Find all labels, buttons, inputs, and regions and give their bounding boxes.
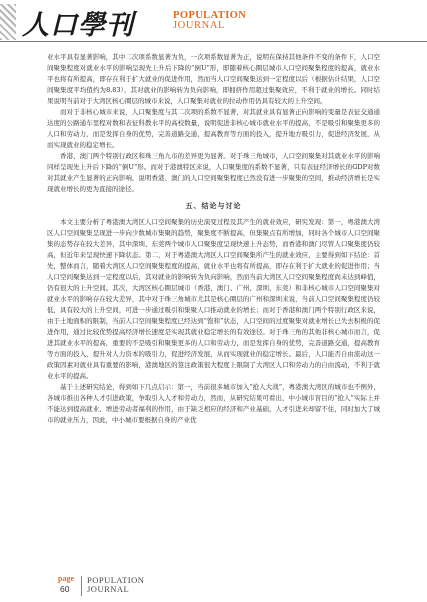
journal-title-cn: 人口學刊 xyxy=(22,10,134,41)
paragraph-1: 业水平具有显著影响，其中二次项系数显著为负，一次项系数显著为正，说明在保持其他条件不变的条件下，人口空间聚集程度对就业水平的影响呈现先上升后下降的“倒U”形，即随着核心圈层城市人口空间聚集程度的提高，就业水平也将有所提高，即存在利于扩大就业的促进作用，然而当人口空间聚集达到一定程度以后（根据估计结果，人口空间聚集度平均值约为8.83），其对就业的影响转为负向影响，即拥挤作用超过集聚效应，不利于就业的增长。同时结果说明当前对于大湾区核心圈层的城市来说，人口聚集对就业的拉动作用仍具有较大的上升空间。 xyxy=(47,53,380,106)
paragraph-5: 基于上述研究结论，得到如下几点启示：第一，当前很多城市加入“抢人大战”，粤港澳大湾区的城市也不例外，各城市推出各种人才引进政策，争取引入人才和劳动力，然而，从研究结果可看出，中小城市盲目的“抢人”实际上并不能达到提高就业、增进劳动者福利的作用，由于缺乏相应的经济和产业基础，人才引进来却留不住，同时加大了城市的就业压力，因此，中小城市要根据自身的产业优 xyxy=(47,383,380,425)
page-label: page xyxy=(58,574,74,583)
footer-divider xyxy=(81,576,82,596)
article-body xyxy=(47,52,380,427)
header-rule xyxy=(0,41,427,42)
footer-journal-name xyxy=(87,576,144,594)
journal-header xyxy=(0,0,427,46)
paragraph-4: 本文主要分析了粤港澳大湾区人口空间聚集的历史演变过程及其产生的就业效应，研究发现：第一，粤港澳大湾区人口空间聚集呈现进一步向少数城市集聚的趋势，聚集度不断提高，但集聚点有所增加，同时各个城市人口空间聚集的态势存在较大差异，其中深圳、东莞两个城市人口聚集度呈现快速上升态势，而香港和澳门尽管人口聚集度仍较高，但近年来呈现快速下降状态。第二，对于粤港澳大湾区人口空间聚集所产生的就业效应，主要得到如下结论：首先，整体而言，随着大湾区人口空间聚集程度的提高，就业水平也将有所提高，即存在利于扩大就业的促进作用；当人口空间聚集达到一定程度以后，其对就业的影响转为负向影响，然而当前大湾区人口空间聚集程度尚未达到峰值，仍有很大的上升空间。其次，大湾区核心圈层城市（香港、澳门、广州、深圳、东莞）和非核心城市人口空间聚集对就业水平的影响存在较大差异，其中对于珠三角城市尤其是核心圈层的广州和深圳来说，当前人口空间聚集程度仍较低，具有较大的上升空间，可进一步通过吸引和集聚人口推动就业的增长；而对于香港和澳门两个特别行政区来说，由于土地面积的限制，当前人口空间聚集程度已经达到“饱和”状态，人口空间的过度聚集对就业增长已失去积极的促进作用，通过比较优势提高经济增长速度是实现其就业稳定增长的有效途径。对于珠三角的其他非核心城市而言，促进其就业水平的提高，重要的不是吸引和聚集更多的人口和劳动力，而是发挥自身的优势，完善道路交通，提高教育等方面的投入，提升对人力资本的吸引力，促进经济发展，从而实现就业的稳定增长。最后，人口能否自由流动这一政策因素对就业具有重要的影响，港澳地区的签注政策很大程度上限制了大湾区人口和劳动力的自由流动，不利于就业水平的提高。 xyxy=(47,218,380,381)
journal-title-en-line2: JOURNAL xyxy=(173,20,226,31)
paragraph-2: 而对于非核心城市来说，人口聚集度与其二次项的系数不显著，对其就业具有显著正向影响的变量是表征交通通达度的公路通车里程对数和表征科教水平的高校数量，说明促进非核心城市就业水平的提高，不是吸引和聚集更多的人口和劳动力，而是发挥自身的优势，完善道路交通，提高教育等方面的投入，提升地方吸引力，促进经济发展，从而实现就业的稳定增长。 xyxy=(47,108,380,150)
section-heading: 五、结论与讨论 xyxy=(185,202,242,211)
page-number: 60 xyxy=(60,584,70,594)
footer-journal-line1: POPULATION xyxy=(87,575,145,585)
journal-title-en-line1: POPULATION xyxy=(173,10,247,21)
header-hatch-decoration xyxy=(0,4,16,40)
footer-journal-line2: JOURNAL xyxy=(87,584,130,594)
paragraph-3: 香港、澳门两个特别行政区和珠三角九市的差异更为显著。对于珠三角城市，人口空间聚集对其就业水平的影响同样呈现先上升后下降的“倒U”形。而对于港澳特区来说，人口聚集度的系数不显著，只有表征经济增长的GDP对数对其就业产生显著的正向影响，说明香港、澳门的人口空间聚集程度已然没有进一步聚集的空间，推动经济增长是实现就业增长的更为直接的途径。 xyxy=(47,152,380,194)
page-footer xyxy=(0,574,427,602)
journal-title-en xyxy=(173,11,246,31)
